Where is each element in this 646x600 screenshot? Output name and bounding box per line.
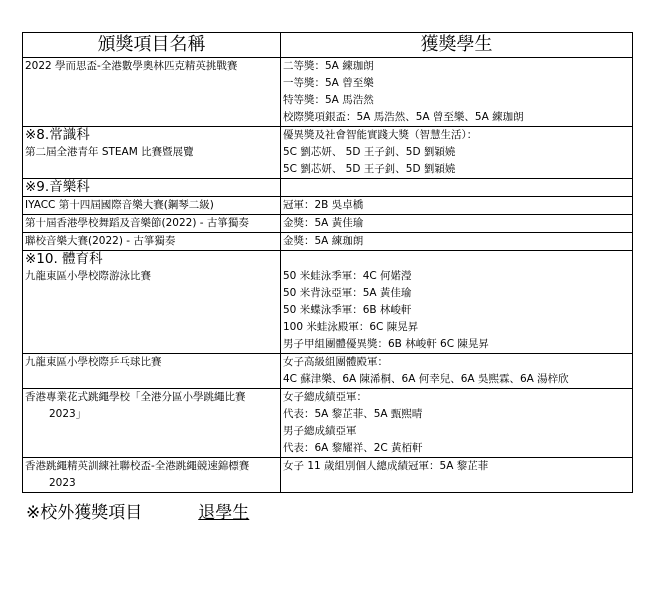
table-row-pe-speed-rope <box>23 458 633 493</box>
award-cell <box>23 251 281 354</box>
award-name: 聯校音樂大賽(2022) - 古箏獨奏 <box>25 235 176 247</box>
students-cell <box>281 197 633 215</box>
spacer <box>281 251 632 268</box>
table-row-math <box>23 58 633 127</box>
student-line: 冠軍：2B 吳卓橋 <box>283 199 364 211</box>
students-header: 獲獎學生 <box>281 33 633 58</box>
section-heading: ※9.音樂科 <box>25 179 90 195</box>
award-name: IYACC 第十四屆國際音樂大賽(鋼琴二級) <box>25 199 214 211</box>
table-row-general-studies <box>23 127 633 179</box>
award-name: 第十屆香港學校舞蹈及音樂節(2022) - 古箏獨奏 <box>25 217 249 229</box>
table-row <box>23 233 633 251</box>
student-line: 代表：6A 黎耀祥、2C 黃栢軒 <box>283 442 423 454</box>
award-name: 九龍東區小學校際乒乓球比賽 <box>25 356 162 368</box>
students-cell <box>281 354 633 389</box>
withdrawn-students-heading: 退學生 <box>198 503 250 523</box>
student-line: 50 米背泳亞軍：5A 黃佳瑜 <box>283 287 412 299</box>
award-cell <box>23 179 281 197</box>
table-row-music-heading <box>23 179 633 197</box>
award-name: 香港專業花式跳繩學校「全港分區小學跳繩比賽 <box>25 391 246 403</box>
student-line: 50 米蝶泳季軍：6B 林峻軒 <box>283 304 412 316</box>
student-line: 優異獎及社會智能實踐大獎（智慧生活）： <box>283 129 478 141</box>
students-cell <box>281 215 633 233</box>
award-name: 第二屆全港青年 STEAM 比賽暨展覽 <box>25 146 194 158</box>
table-header-row <box>23 33 633 58</box>
award-name-header: 頒獎項目名稱 <box>23 33 281 58</box>
table-row <box>23 197 633 215</box>
award-name: 2022 學而思盃-全港數學奧林匹克精英挑戰賽 <box>25 60 238 72</box>
section-heading: ※8.常識科 <box>25 127 90 143</box>
student-line: 男子甲組團體優異獎：6B 林峻軒 6C 陳晃昇 <box>283 338 489 350</box>
student-line: 二等獎：5A 練珈朗 <box>283 60 374 72</box>
table-row-pe-table-tennis <box>23 354 633 389</box>
award-cell <box>23 233 281 251</box>
student-line: 男子總成績亞軍 <box>283 425 357 437</box>
award-cell <box>23 127 281 179</box>
student-line: 特等獎：5A 馬浩然 <box>283 94 374 106</box>
students-cell <box>281 233 633 251</box>
table-row-pe-swim <box>23 251 633 354</box>
student-line: 女子總成績亞軍： <box>283 391 367 403</box>
award-name-continued: 2023」 <box>49 408 87 420</box>
student-line: 5C 劉芯妍、 5D 王子釗、5D 劉穎嬈 <box>283 146 456 158</box>
external-awards-heading: ※校外獲獎項目 <box>26 503 143 523</box>
student-line: 一等獎：5A 曾至樂 <box>283 77 374 89</box>
award-name: 九龍東區小學校際游泳比賽 <box>25 270 151 282</box>
student-line: 金獎：5A 黃佳瑜 <box>283 217 364 229</box>
award-table <box>22 32 633 493</box>
award-cell <box>23 197 281 215</box>
students-cell <box>281 179 633 197</box>
award-cell <box>23 354 281 389</box>
student-line: 金獎：5A 練珈朗 <box>283 235 364 247</box>
section-heading: ※10. 體育科 <box>25 251 103 267</box>
students-cell <box>281 58 633 127</box>
award-cell <box>23 58 281 127</box>
student-line: 4C 蘇津樂、6A 陳浠桐、6A 何幸兒、6A 吳熙霖、6A 湯梓欣 <box>283 373 569 385</box>
award-cell <box>23 458 281 493</box>
student-line: 女子高級組團體殿軍： <box>283 356 388 368</box>
student-line: 代表：5A 黎芷菲、5A 甄熙晴 <box>283 408 423 420</box>
student-line: 5C 劉芯妍、 5D 王子釗、5D 劉穎嬈 <box>283 163 456 175</box>
students-cell <box>281 458 633 493</box>
student-line: 女子 11 歲組別個人總成績冠軍：5A 黎芷菲 <box>283 460 489 472</box>
table-row-pe-rope-skipping <box>23 389 633 458</box>
award-name-continued: 2023 <box>49 477 76 489</box>
award-name: 香港跳繩精英訓練社聯校盃-全港跳繩競速錦標賽 <box>25 460 250 472</box>
student-line: 校際獎項銀盃：5A 馬浩然、5A 曾至樂、5A 練珈朗 <box>283 111 524 123</box>
student-line: 50 米蛙泳季軍：4C 何婼瀅 <box>283 270 412 282</box>
table-row <box>23 215 633 233</box>
award-cell <box>23 389 281 458</box>
students-cell <box>281 127 633 179</box>
award-cell <box>23 215 281 233</box>
student-line: 100 米蛙泳殿軍：6C 陳晃昇 <box>283 321 419 333</box>
footer-line <box>26 502 249 524</box>
students-cell <box>281 251 633 354</box>
students-cell <box>281 389 633 458</box>
